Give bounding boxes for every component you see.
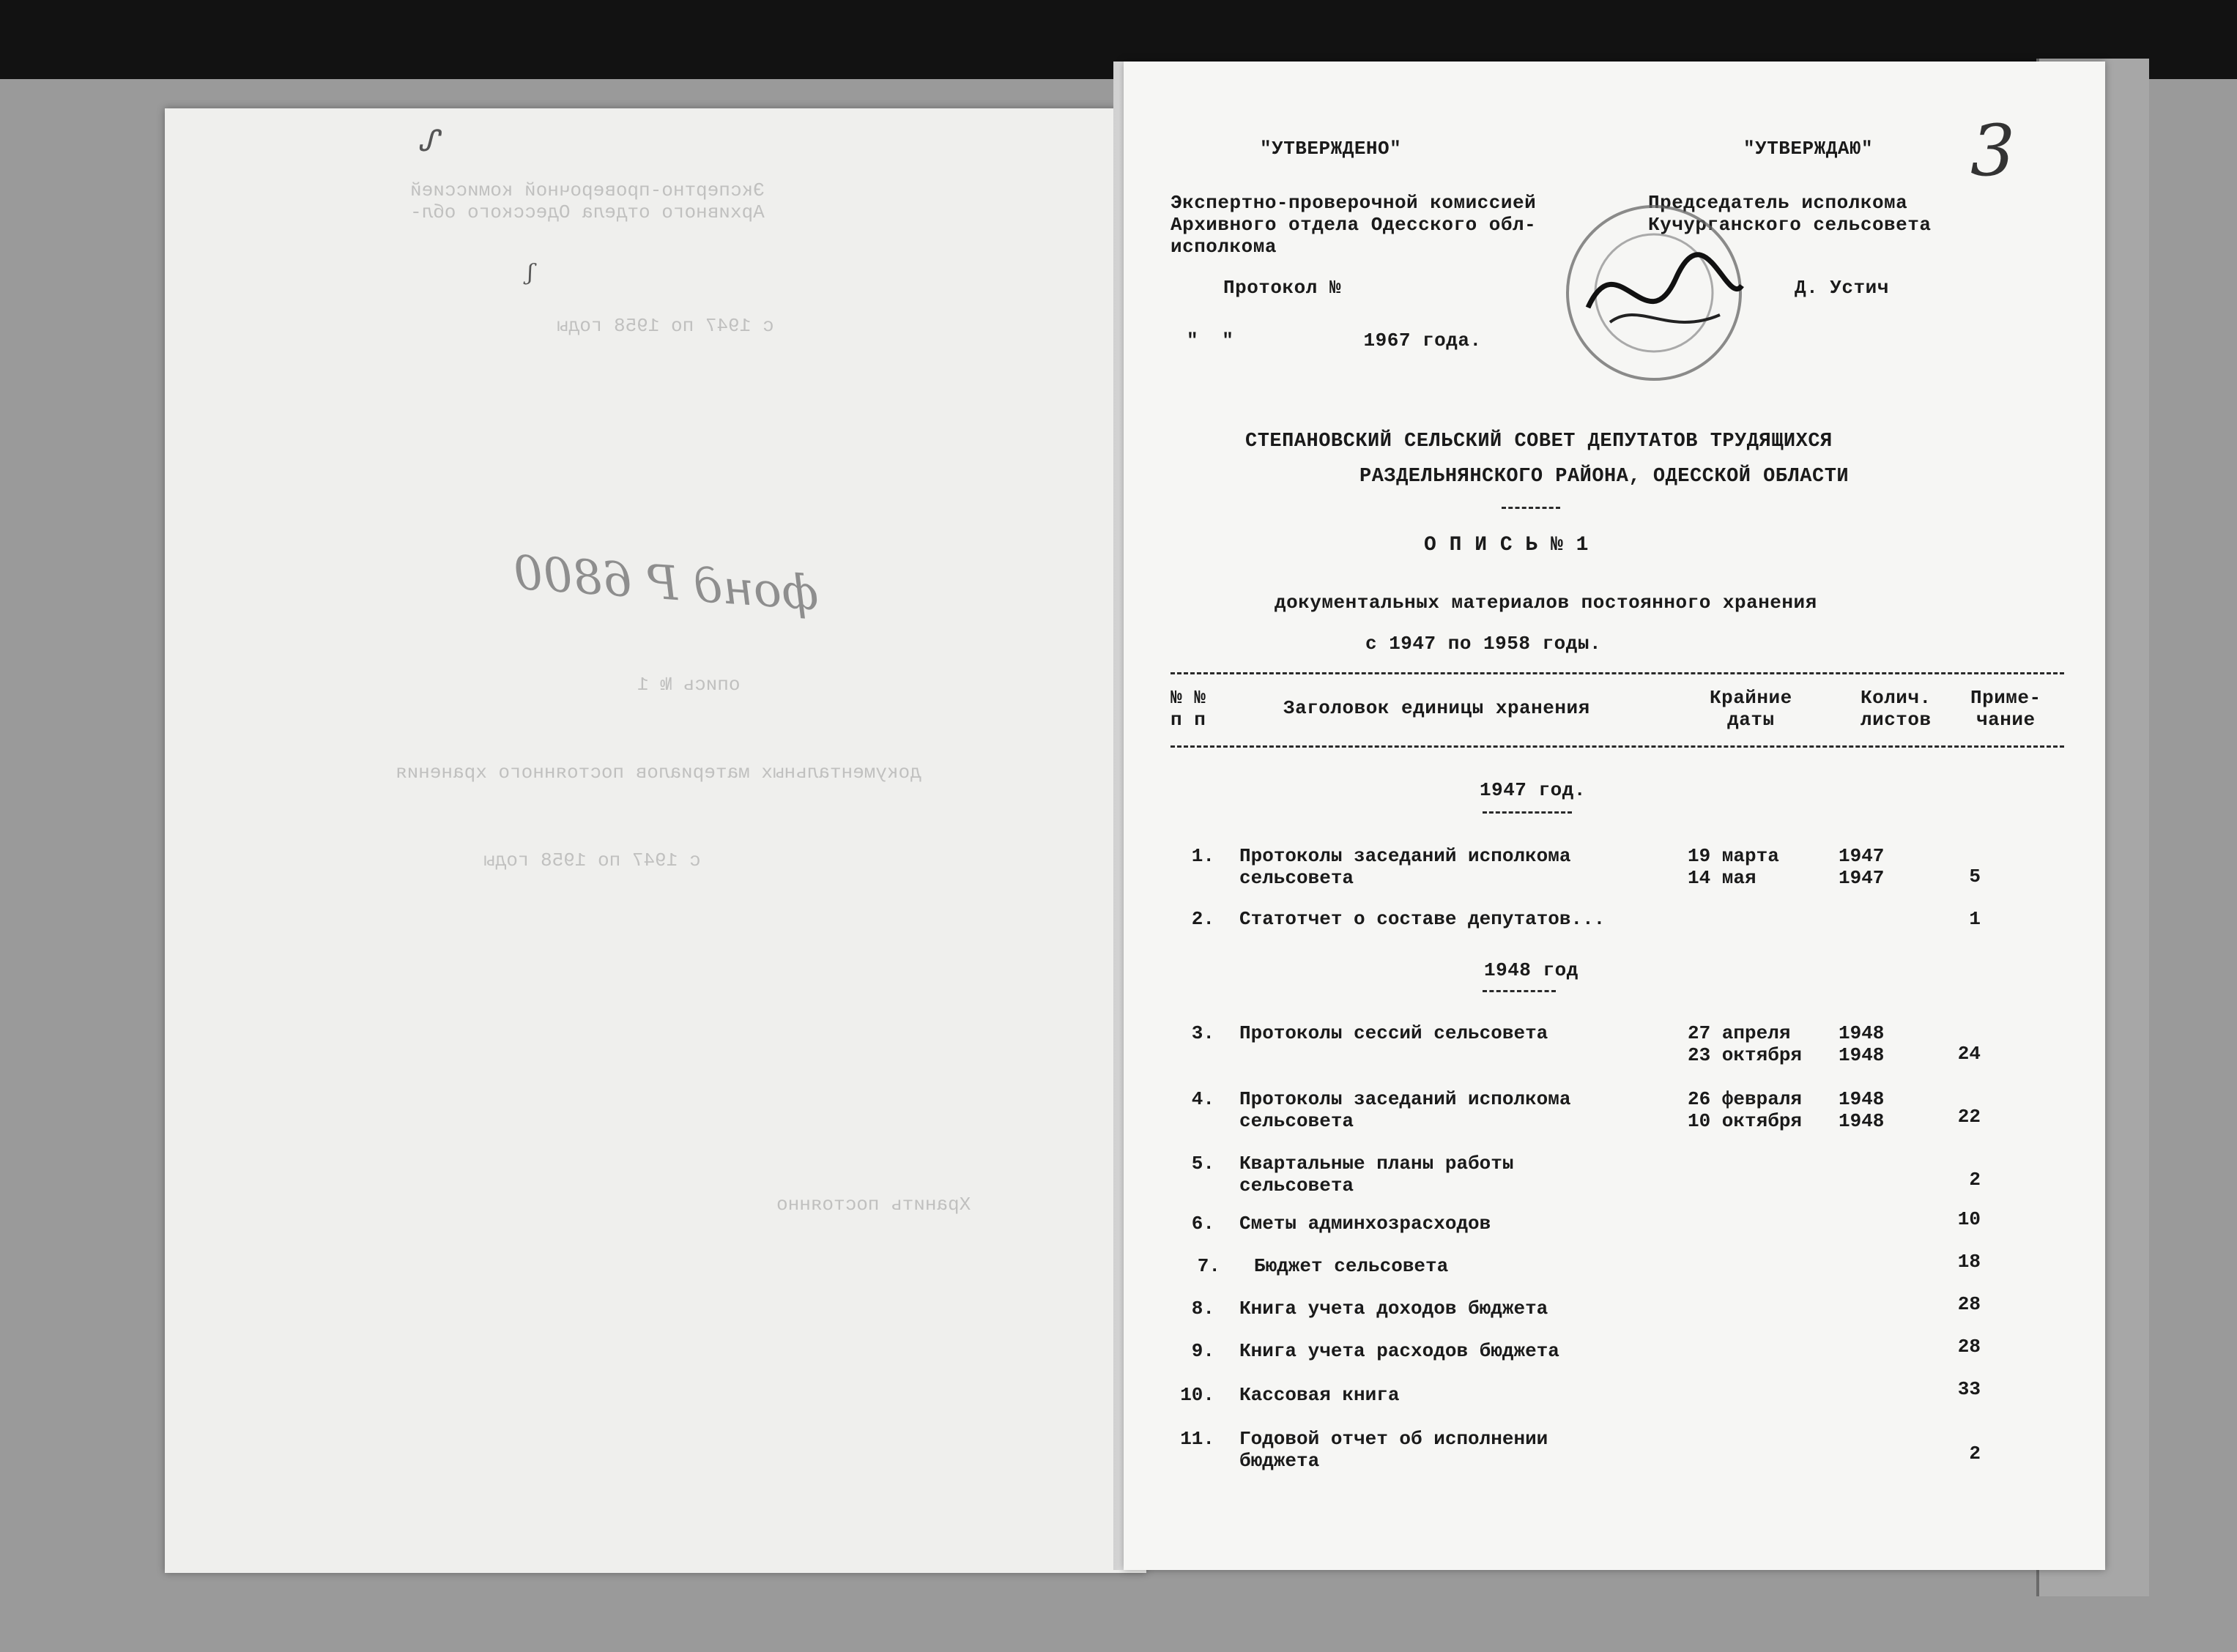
section-year-1947: 1947 год. — [1480, 779, 1586, 801]
section-year-1948: 1948 год — [1484, 959, 1578, 981]
inventory-title: О П И С Ь № 1 — [1424, 534, 1589, 557]
row-7-count: 18 — [1957, 1251, 1981, 1273]
row-3-number: 3. — [1191, 1022, 1214, 1044]
row-3-count: 24 — [1957, 1043, 1981, 1065]
approved-date: " " 1967 года. — [1187, 330, 1482, 351]
bleed-line-6: с 1947 по 1958 годы — [483, 849, 701, 871]
row-4-dates: 26 февраля 10 октября — [1688, 1088, 1803, 1132]
inventory-subtitle: документальных материалов постоянного хранения — [1275, 592, 1817, 614]
row-8-number: 8. — [1191, 1298, 1214, 1320]
row-4-number: 4. — [1191, 1088, 1214, 1110]
row-1-years: 1947 1947 — [1839, 845, 1885, 889]
row-1-count: 5 — [1969, 866, 1981, 888]
row-5-count: 2 — [1969, 1169, 1981, 1191]
row-4-years: 1948 1948 — [1839, 1088, 1885, 1132]
row-9-number: 9. — [1191, 1340, 1214, 1362]
row-6-count: 10 — [1957, 1208, 1981, 1230]
table-header-rule — [1171, 745, 2064, 748]
section-underline-1948 — [1483, 990, 1556, 992]
row-9-count: 28 — [1957, 1336, 1981, 1358]
header-number: № № п п — [1171, 687, 1206, 731]
row-10-number: 10. — [1180, 1384, 1214, 1406]
page-number: 3 — [1970, 110, 2016, 192]
row-5-number: 5. — [1191, 1153, 1214, 1175]
row-1-dates: 19 марта 14 мая — [1688, 845, 1779, 889]
row-11-title: Годовой отчет об исполнении бюджета — [1239, 1428, 1548, 1472]
left-page-pencil-mark: ᔑ — [418, 124, 439, 158]
row-10-count: 33 — [1957, 1378, 1981, 1400]
row-6-title: Сметы админхозрасходов — [1239, 1213, 1491, 1235]
header-title: Заголовок единицы хранения — [1283, 697, 1590, 719]
row-1-title: Протоколы заседаний исполкома сельсовета — [1239, 845, 1571, 889]
left-page-fond-number: фонд Р 6800 — [511, 546, 821, 622]
organization-title-line-2: РАЗДЕЛЬНЯНСКОГО РАЙОНА, ОДЕССКОЙ ОБЛАСТИ — [1359, 466, 1850, 488]
section-underline-1947 — [1483, 811, 1572, 814]
bleed-line-3: с 1947 по 1958 годы — [557, 315, 774, 337]
title-underline — [1502, 507, 1560, 509]
approved-body: Экспертно-проверочной комиссией Архивного отдела Одесского обл- исполкома — [1171, 192, 1537, 258]
row-6-number: 6. — [1191, 1213, 1214, 1235]
row-3-years: 1948 1948 — [1839, 1022, 1885, 1066]
row-3-title: Протоколы сессий сельсовета — [1239, 1022, 1548, 1044]
row-7-number: 7. — [1197, 1255, 1220, 1277]
approved-protocol: Протокол № — [1223, 277, 1342, 299]
bleed-line-7: Хранить постоянно — [776, 1194, 971, 1216]
approve-body: Председатель исполкома Кучурганского сельсовета — [1648, 192, 1932, 236]
official-stamp — [1559, 198, 1749, 388]
header-notes: Приме- чание — [1970, 687, 2041, 731]
row-11-number: 11. — [1180, 1428, 1214, 1450]
bleed-line-4: опись № 1 — [637, 674, 741, 696]
row-4-count: 22 — [1957, 1106, 1981, 1128]
row-8-title: Книга учета доходов бюджета — [1239, 1298, 1548, 1320]
bleed-line-1: Экспертно-проверочной комиссией — [410, 179, 765, 201]
bleed-line-5: документальных материалов постоянного хранения — [396, 762, 921, 784]
row-2-number: 2. — [1191, 908, 1214, 930]
row-9-title: Книга учета расходов бюджета — [1239, 1340, 1559, 1362]
row-4-title: Протоколы заседаний исполкома сельсовета — [1239, 1088, 1571, 1132]
row-10-title: Кассовая книга — [1239, 1384, 1400, 1406]
approve-heading: "УТВЕРЖДАЮ" — [1743, 138, 1874, 160]
row-2-count: 1 — [1969, 908, 1981, 930]
table-top-rule — [1171, 672, 2064, 674]
inventory-period: с 1947 по 1958 годы. — [1365, 633, 1602, 655]
left-page-pencil-scribble: ʃ — [527, 260, 534, 286]
row-5-title: Квартальные планы работы сельсовета — [1239, 1153, 1514, 1197]
header-dates: Крайние даты — [1710, 687, 1792, 731]
row-3-dates: 27 апреля 23 октября — [1688, 1022, 1803, 1066]
approve-signature-name: Д. Устич — [1795, 277, 1889, 299]
row-11-count: 2 — [1969, 1443, 1981, 1465]
row-8-count: 28 — [1957, 1293, 1981, 1315]
row-1-number: 1. — [1191, 845, 1214, 867]
row-2-title: Статотчет о составе депутатов... — [1239, 908, 1606, 930]
organization-title-line-1: СТЕПАНОВСКИЙ СЕЛЬСКИЙ СОВЕТ ДЕПУТАТОВ ТРУДЯЩИХСЯ — [1245, 431, 1833, 453]
row-7-title: Бюджет сельсовета — [1254, 1255, 1449, 1277]
approved-heading: "УТВЕРЖДЕНО" — [1260, 138, 1402, 160]
bleed-line-2: Архивного отдела Одесского обл- — [410, 201, 765, 223]
header-sheets: Колич. листов — [1861, 687, 1932, 731]
